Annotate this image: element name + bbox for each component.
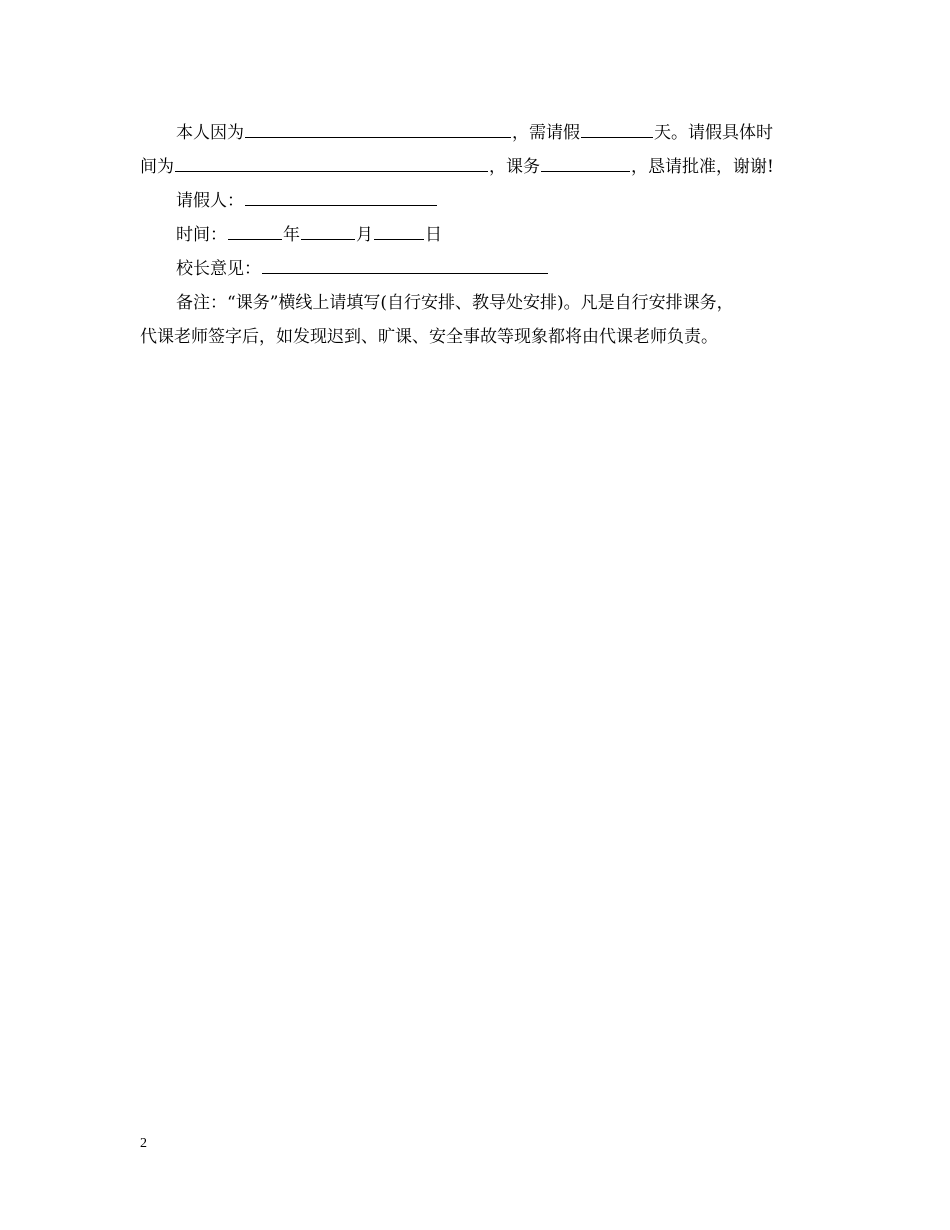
request-closing: ，恳请批准，谢谢! [631,157,774,177]
duty-prefix: ，课务 [489,157,540,177]
page-number: 2 [140,1136,147,1151]
principal-opinion-line [140,252,810,286]
applicant-label: 请假人： [176,191,244,211]
date-line [140,218,810,252]
day-label: 日 [425,225,442,245]
days-suffix: 天。请假具体时 [654,123,773,143]
month-label: 月 [356,225,373,245]
days-blank[interactable] [581,117,653,138]
principal-opinion-label: 校长意见： [176,259,261,279]
period-blank[interactable] [175,151,488,172]
applicant-blank[interactable] [245,185,437,206]
note-text-1: 备注：“课务”横线上请填写(自行安排、教导处安排)。凡是自行安排课务， [176,293,734,313]
time-label: 时间： [176,225,227,245]
month-blank[interactable] [301,219,355,240]
reason-prefix: 本人因为 [176,123,244,143]
reason-blank[interactable] [245,117,511,138]
note-line-2 [140,320,810,354]
year-blank[interactable] [228,219,282,240]
reason-line [140,116,810,150]
principal-opinion-blank[interactable] [262,253,548,274]
leave-request-form [140,116,810,354]
days-prefix: ，需请假 [512,123,580,143]
period-line [140,150,810,184]
year-label: 年 [283,225,300,245]
day-blank[interactable] [374,219,424,240]
period-prefix: 间为 [140,157,174,177]
note-line-1 [140,286,810,320]
applicant-line [140,184,810,218]
note-text-2: 代课老师签字后，如发现迟到、旷课、安全事故等现象都将由代课老师负责。 [140,327,718,347]
duty-blank[interactable] [541,151,630,172]
